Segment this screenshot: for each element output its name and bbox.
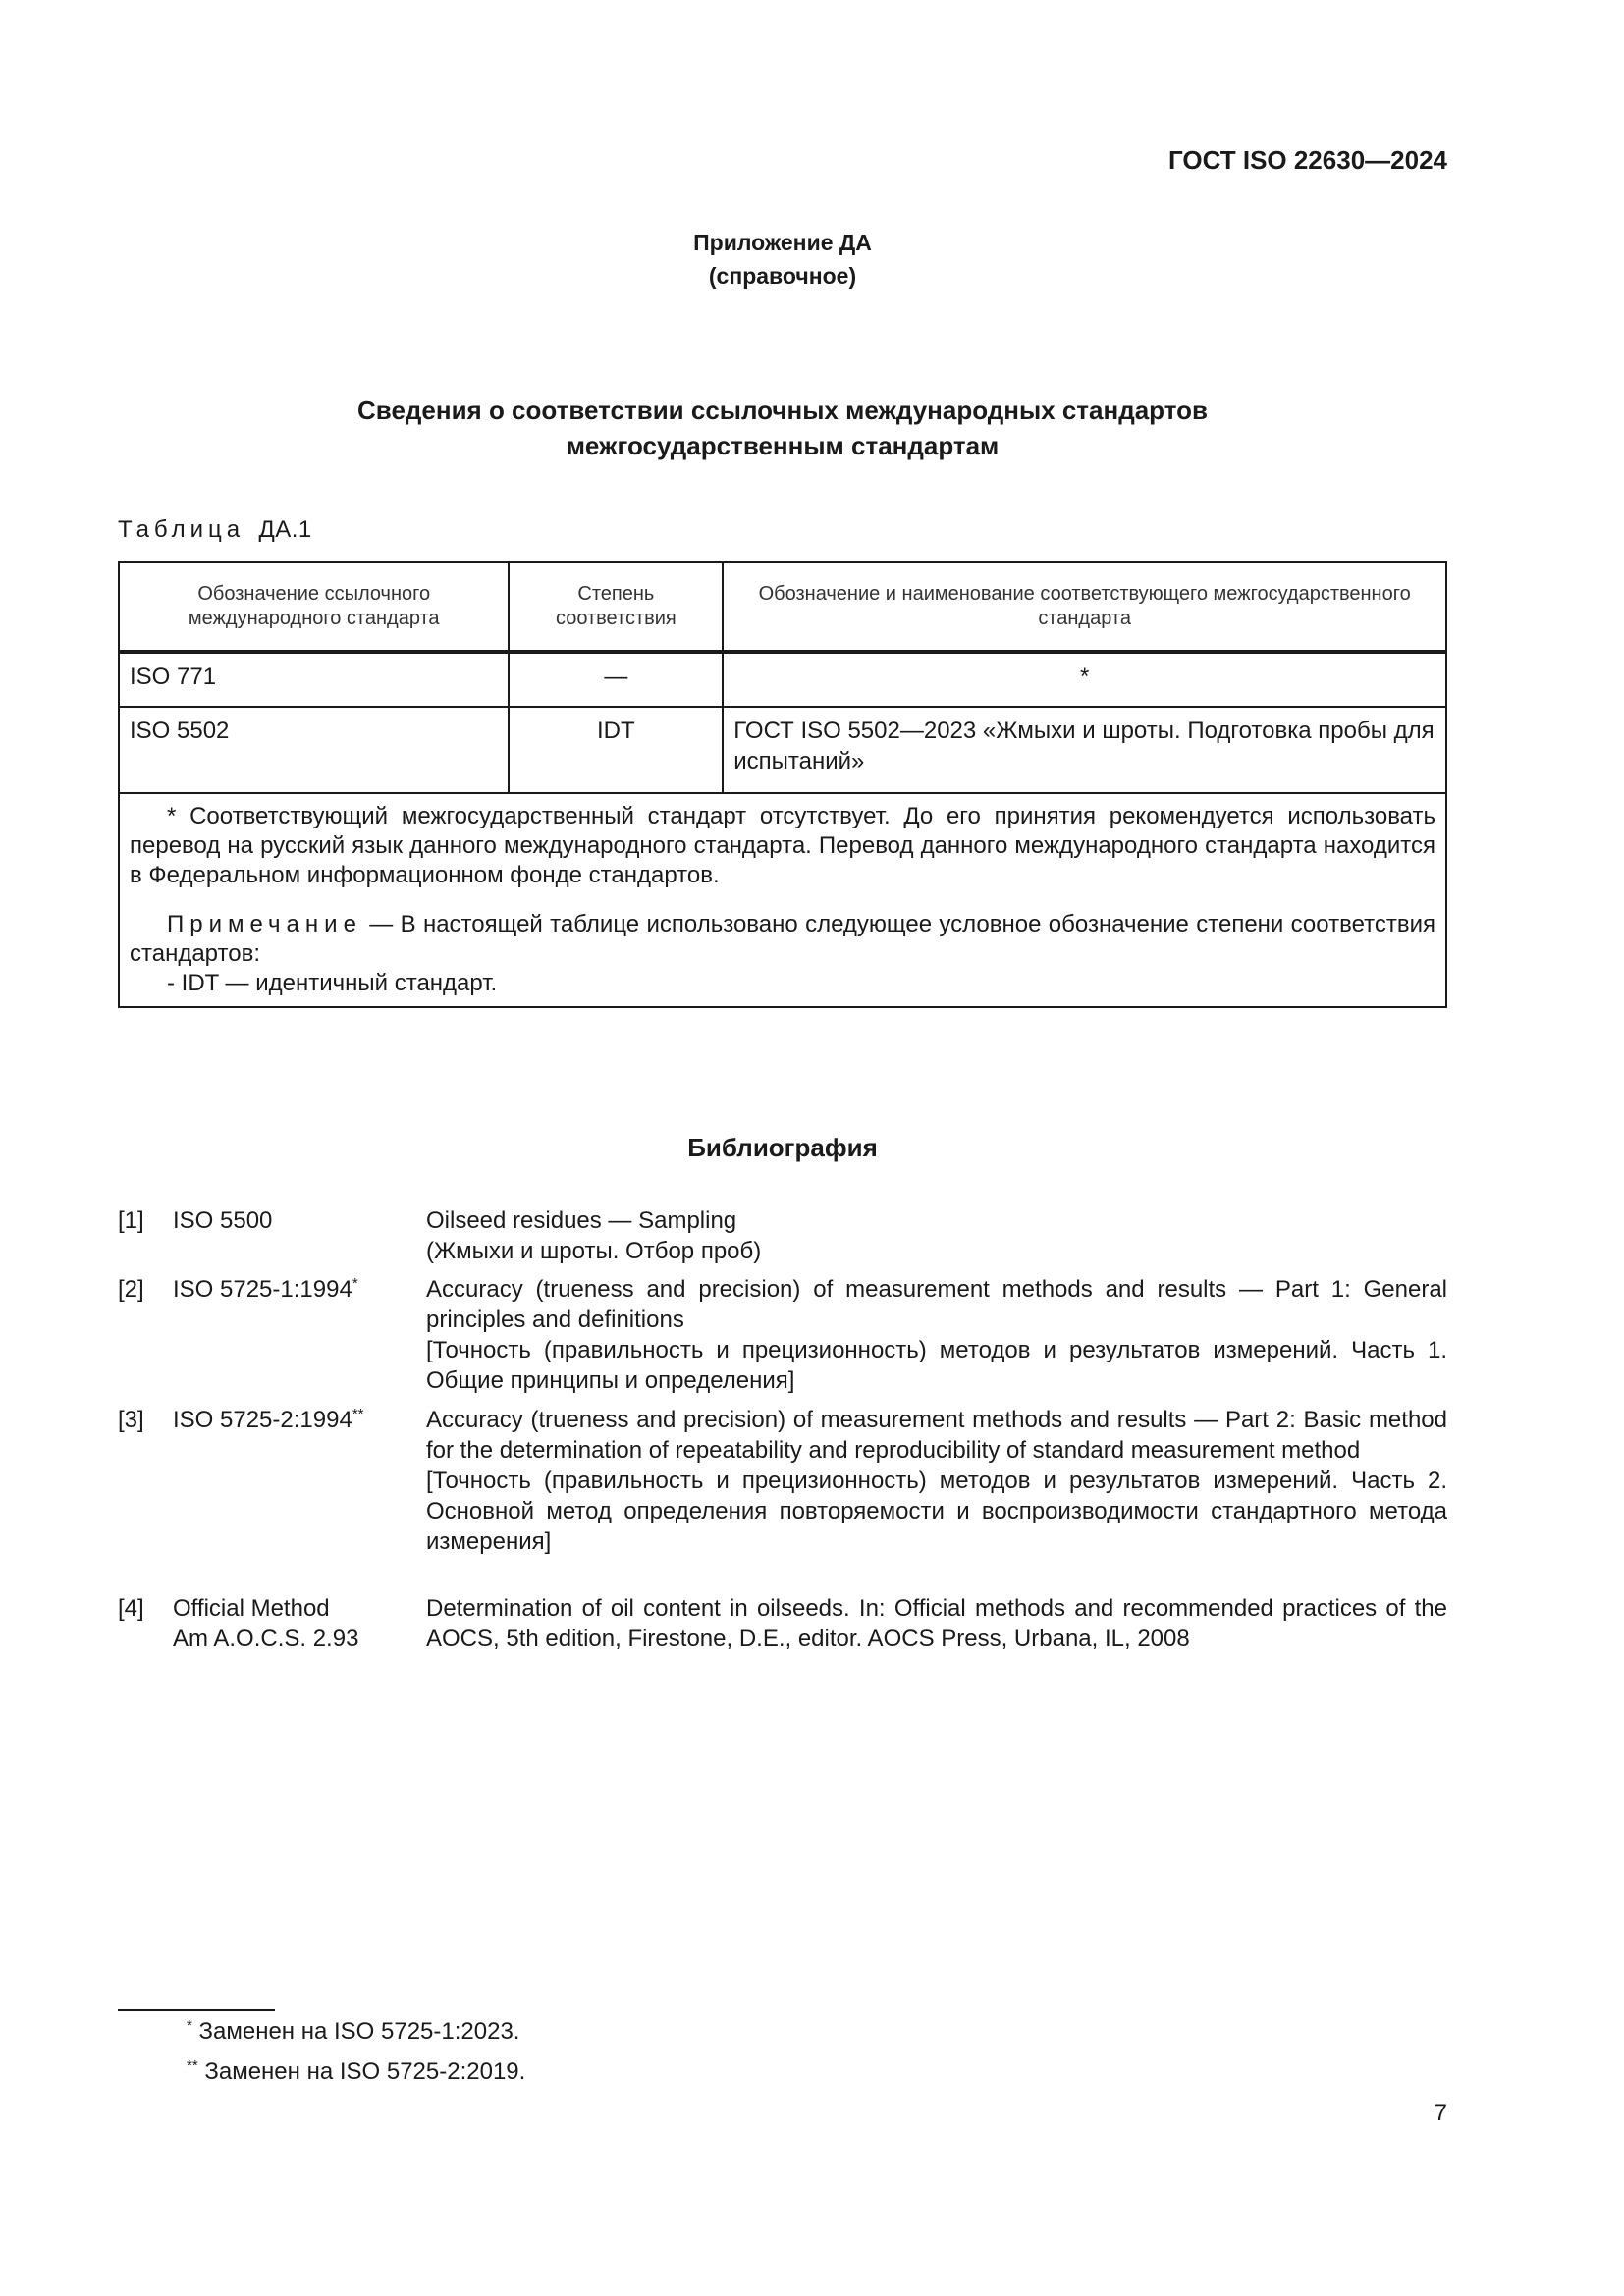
footnote-mark: ** — [187, 2057, 198, 2074]
entry-designation — [173, 1593, 408, 1654]
footnote-mark: * — [187, 2017, 192, 2034]
entry-designation-line1: Official Method — [173, 1595, 330, 1622]
note-text: — В настоящей таблице использовано следующее условное обозначение степени соответствия стандартов: — [130, 911, 1435, 967]
entry-translation: [Точность (правильность и прецизионность) методов и результатов измерений. Часть 2. Основной метод определения повторяемости и воспроизводимости стандартного метода измерения] — [426, 1468, 1447, 1555]
page-footnote — [187, 2057, 525, 2086]
column-header: Обозначение и наименование соответствующего межгосударственного стандарта — [723, 562, 1446, 652]
bibliography-entry — [118, 1405, 1447, 1558]
entry-title: Oilseed residues — Sampling — [426, 1207, 737, 1234]
table-footnote: * Соответствующий межгосударственный стандарт отсутствует. До его принятия рекомендуется использовать перевод на русский язык данного международного стандарта. Перевод данного международного стандарта находится в Федеральном информационном фонде стандартов. — [130, 803, 1435, 888]
standard-code: ГОСТ ISO 22630—2024 — [1167, 145, 1447, 175]
cell-degree: IDT — [509, 707, 723, 793]
annex-title-block — [118, 226, 1447, 293]
annex-subtitle: (справочное) — [708, 263, 857, 289]
entry-translation: [Точность (правильность и прецизионность) методов и результатов измерений. Часть 1. Общие принципы и определения] — [426, 1337, 1447, 1394]
cell-gost: ГОСТ ISO 5502—2023 «Жмыхи и шроты. Подготовка пробы для испытаний» — [723, 707, 1446, 793]
note-item: - IDT — идентичный стандарт. — [167, 970, 498, 996]
correspondence-table — [118, 561, 1447, 1008]
entry-number: [2] — [118, 1276, 144, 1303]
bibliography-title: Библиография — [687, 1133, 878, 1162]
table-label-id: ДА.1 — [258, 516, 312, 543]
table-notes-row — [119, 793, 1446, 1007]
table-label-word: Таблица — [118, 516, 245, 543]
note-word: Примечание — [167, 911, 362, 937]
entry-title: Accuracy (trueness and precision) of measurement methods and results — Part 2: Basic method for the determination of repeatability and reproducibility of standard measurement method — [426, 1407, 1447, 1464]
table-row — [119, 652, 1446, 707]
bibliography-entry — [118, 1274, 1447, 1398]
table-notes — [119, 793, 1446, 1007]
table-note — [130, 910, 1435, 969]
entry-designation-text: ISO 5725-2:1994 — [173, 1407, 352, 1433]
entry-translation: (Жмыхи и шроты. Отбор проб) — [426, 1238, 762, 1264]
entry-text — [426, 1274, 1447, 1396]
column-header: Обозначение ссылочного международного стандарта — [119, 562, 509, 652]
footnote-text: Заменен на ISO 5725-2:2019. — [204, 2058, 526, 2085]
section-heading-line2: межгосударственным стандартам — [566, 431, 1000, 460]
entry-text — [426, 1405, 1447, 1557]
footnote-mark: ** — [352, 1406, 364, 1422]
footnote-text: Заменен на ISO 5725-1:2023. — [198, 2018, 520, 2045]
footnote-separator — [118, 2009, 275, 2011]
cell-gost: * — [723, 652, 1446, 707]
cell-reference: ISO 5502 — [119, 707, 509, 793]
entry-text — [426, 1205, 1447, 1266]
cell-reference: ISO 771 — [119, 652, 509, 707]
table-header-row — [119, 562, 1446, 652]
section-heading-line1: Сведения о соответствии ссылочных международных стандартов — [357, 396, 1208, 425]
entry-designation-line2: Am A.O.C.S. 2.93 — [173, 1626, 359, 1652]
column-header: Степень соответствия — [509, 562, 723, 652]
entry-text: Determination of oil content in oilseeds. In: Official methods and recommended practices of the AOCS, 5th edition, Firestone, D.E., editor. AOCS Press, Urbana, IL, 2008 — [426, 1595, 1447, 1652]
entry-designation — [173, 1405, 408, 1435]
entry-number: [1] — [118, 1207, 144, 1234]
entry-number: [4] — [118, 1595, 144, 1622]
entry-designation: ISO 5500 — [173, 1207, 273, 1234]
page-number: 7 — [1434, 2100, 1447, 2126]
entry-title: Accuracy (trueness and precision) of measurement methods and results — Part 1: General principles and definitions — [426, 1276, 1447, 1333]
bibliography-entry — [118, 1593, 1447, 1656]
annex-title: Приложение ДА — [693, 230, 872, 255]
page-footnote — [187, 2017, 519, 2046]
table-row — [119, 707, 1446, 793]
bibliography-entry — [118, 1205, 1447, 1268]
entry-number: [3] — [118, 1407, 144, 1433]
section-heading — [118, 393, 1447, 463]
cell-degree: — — [509, 652, 723, 707]
entry-designation-text: ISO 5725-1:1994 — [173, 1276, 352, 1303]
table-label — [118, 516, 312, 544]
footnote-mark: * — [352, 1275, 358, 1292]
entry-designation — [173, 1274, 408, 1305]
